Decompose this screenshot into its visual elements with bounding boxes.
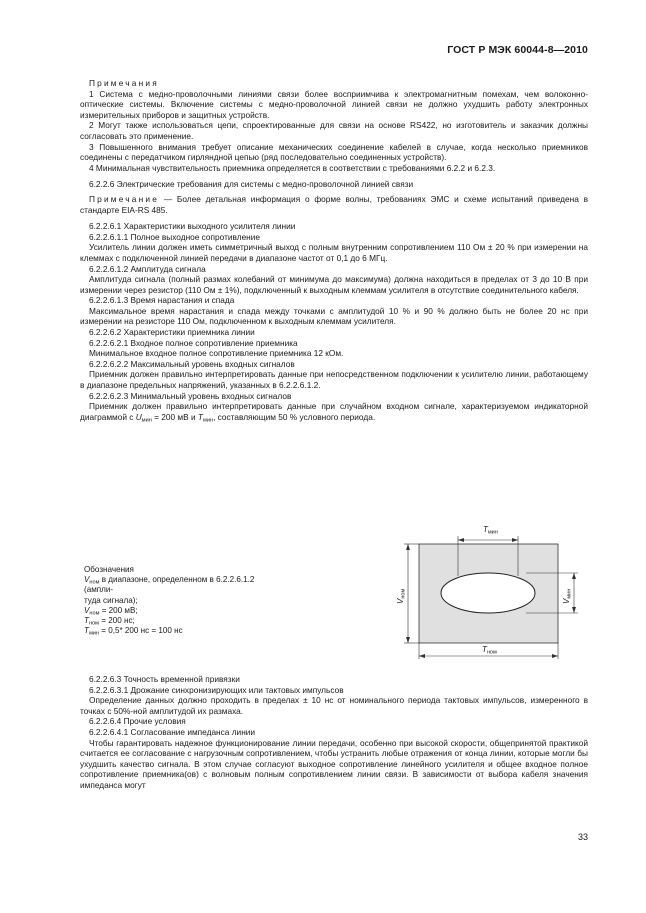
t-min-label: Tмин xyxy=(483,525,498,536)
para-622622: Приемник должен правильно интерпретировать данные при непосредственном подключении к усилителю линии, работающему в диапазоне предельных напряжений, указанных в 6.2.2.6.1.2. xyxy=(80,369,588,391)
note-item-3: 3 Повышенного внимания требует описание механических соединение кабелей в случае, когда несколько приемников соединены с передатчиком гирляндной цепью (ряд последовательно соединенных устройств). xyxy=(80,141,588,163)
para-622613: Максимальное время нарастания и спада между точками с амплитудой 10 % и 90 % должно быть не более 20 нс при измерении на резисторе 110 Ом, подключенном к выходным клеммам усилителя. xyxy=(80,305,588,327)
section-heading-6226: 6.2.2.6 Электрические требования для системы с медно-проволочной линией связи xyxy=(89,179,414,190)
heading-622621: 6.2.2.6.2.1 Входное полное сопротивление приемника xyxy=(89,337,298,348)
document-body xyxy=(80,78,588,422)
heading-622623: 6.2.2.6.2.3 Минимальный уровень входных сигналов xyxy=(89,390,292,401)
note-item-1: 1 Система с медно-проволочными линиями связи более восприимчива к электромагнитным помехам, чем волоконно-оптические системы. Включение системы с медно-проволочной линией связи не должно ухудшить работу электронных измерительных приборов и защитных устройств. xyxy=(80,88,588,120)
legend-line-2: $V_{ном} = 200$ мВ; xyxy=(84,605,138,617)
eye-diagram xyxy=(396,516,586,666)
page-number: 33 xyxy=(577,832,588,842)
para-622641: Чтобы гарантировать надежное функционирование линии передачи, особенно при высокой скорости, общепринятой практикой считается ее согласование с нагрузочным сопротивлением, чтобы устранить любые отражения от конца линии, которые могли бы ухудшить качество сигнала. В этом случае согласуют выходное сопротивление линейного усилителя и общее входное полное сопротивление приемника(ов) с волновым полным сопротивлением линии связи. В зависимости от выбора кабеля значения импеданса могут xyxy=(80,737,588,790)
legend-line-4: $T_{мин} = 0,5*$ 200 нс = 100 нс xyxy=(84,626,183,637)
diagram-legend xyxy=(84,565,284,636)
v-min-label: Vмин xyxy=(562,588,573,604)
heading-62262: 6.2.2.6.2 Характеристики приемника линии xyxy=(89,327,255,338)
heading-62264: 6.2.2.6.4 Прочие условия xyxy=(89,716,186,727)
heading-622641: 6.2.2.6.4.1 Согласование импеданса линии xyxy=(89,726,256,737)
para-622611: Усилитель линии должен иметь симметричный выход с полным внутренним сопротивлением 110 Ом ± 20 % при измерении на клеммах с подключенной линией передачи в диапазоне частот от 0,1 до 6 МГц. xyxy=(80,242,588,263)
heading-622622: 6.2.2.6.2.2 Максимальный уровень входных сигналов xyxy=(89,358,295,369)
legend-line-1: $V_{ном}$ в диапазоне, определенном в 6.2.2.6.1.2 (ампли- xyxy=(84,575,255,595)
legend-line-1b: туда сигнала); xyxy=(84,595,138,605)
legend-line-3: $T_{ном} = 200$ нс; xyxy=(84,616,135,627)
para-622631: Определение данных должно проходить в пределах ± 10 нс от номинального периода тактовых импульсов, измеренного в точках с 50%-ной амплитудой их размаха. xyxy=(80,695,588,716)
heading-622611: 6.2.2.6.1.1 Полное выходное сопротивление xyxy=(89,231,261,242)
note-item-4: 4 Минимальная чувствительность приемника определяется в соответствии с требованиями 6.2.2 и 6.2.3. xyxy=(89,162,496,173)
heading-622631: 6.2.2.6.3.1 Дрожание синхронизирующих или тактовых импульсов xyxy=(89,684,344,695)
section-note: Примечание — Более детальная информация о форме волны, требованиях ЭМС и схеме испытаний приведена в стандарте EIA-RS 485. xyxy=(80,193,588,215)
notes-title: Примечания xyxy=(89,78,159,88)
note-item-2: 2 Могут также использоваться цепи, спроектированные для связи на основе RS422, но изготовитель и заказчик должны согласовать это применение. xyxy=(80,120,588,141)
standard-header: ГОСТ Р МЭК 60044-8—2010 xyxy=(447,44,588,56)
heading-622612: 6.2.2.6.1.2 Амплитуда сигнала xyxy=(89,263,206,274)
para-622612: Амплитуда сигнала (полный размах колебаний от минимума до максимума) должна находиться в пределах от 3 до 10 В при измерении через резистор (110 Ом ± 1%), подключенный к выходным клеммам усилителя в отсутствие соединительного кабеля. xyxy=(80,274,588,295)
v-nom-label: Vном xyxy=(396,588,407,604)
legend-title: Обозначения xyxy=(84,565,134,574)
heading-62261: 6.2.2.6.1 Характеристики выходного усилителя линии xyxy=(89,221,296,232)
para-622623: Приемник должен правильно интерпретировать данные при случайном входном сигнале, характеризуемом индикаторной диаграммой с $U_{мин} = 200$ мВ и $T_{мин}$, составляющим 50 % условного периода. xyxy=(80,401,588,424)
eye-opening xyxy=(441,573,535,613)
para-622621: Минимальное входное полное сопротивление приемника 12 кОм. xyxy=(89,348,344,359)
heading-62263: 6.2.2.6.3 Точность временной привязки xyxy=(89,674,240,684)
document-body-lower xyxy=(80,674,588,791)
t-nom-label: Tном xyxy=(482,645,497,656)
heading-622613: 6.2.2.6.1.3 Время нарастания и спада xyxy=(89,295,235,306)
